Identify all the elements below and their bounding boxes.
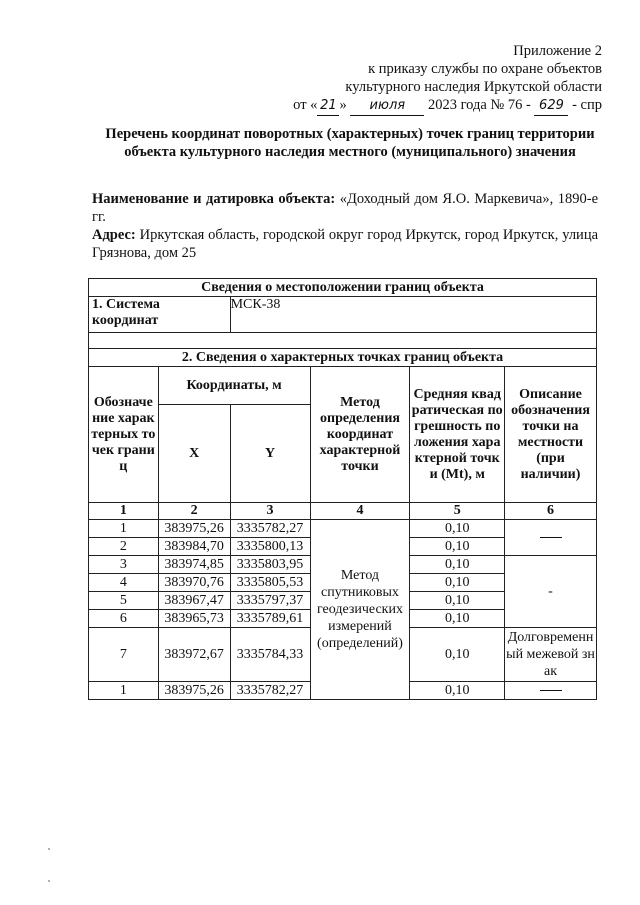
date-suffix: - спр: [572, 97, 602, 113]
header-point: Обозначение характерных точек границ: [89, 367, 159, 503]
handwritten-month: июля: [350, 97, 424, 116]
coord-x: 383974,85: [158, 556, 230, 574]
object-address-value: Иркутская область, городской округ город Иркутск, город Иркутск, улица Грязнова, дом 25: [92, 227, 599, 261]
error-value: 0,10: [410, 556, 505, 574]
date-mid: »: [339, 97, 347, 113]
header-error: Средняя квадратическая погрешность положения характерной точки (Mt), м: [410, 367, 505, 503]
section2-title: 2. Сведения о характерных точках границ объекта: [89, 349, 597, 367]
coord-y: 3335789,61: [230, 610, 310, 628]
header-x: X: [158, 405, 230, 503]
appendix-line1: Приложение 2: [513, 43, 602, 59]
object-address: [92, 226, 598, 262]
point-id: 7: [89, 628, 159, 682]
document-title: Перечень координат поворотных (характерных) точек границ территории объекта культурного наследия местного (муниципального) значения: [105, 126, 595, 160]
desc-none-1: [505, 520, 597, 556]
desc-boundary-mark: Долговременный межевой знак: [505, 628, 597, 682]
appendix-line3: культурного наследия Иркутской области: [345, 79, 602, 95]
scan-speck: [48, 880, 50, 882]
header-coords: Координаты, м: [158, 367, 310, 405]
coord-x: 383970,76: [158, 574, 230, 592]
col-num-6: 6: [505, 503, 597, 520]
coord-y: 3335800,13: [230, 538, 310, 556]
point-id: 5: [89, 592, 159, 610]
point-id: 1: [89, 682, 159, 700]
header-y: Y: [230, 405, 310, 503]
object-name-label: Наименование и датировка объекта:: [92, 191, 336, 207]
point-id: 1: [89, 520, 159, 538]
header-description: Описание обозначения точки на местности (при наличии): [505, 367, 597, 503]
object-address-label: Адрес:: [92, 227, 136, 243]
year-text: 2023 года № 76 -: [427, 97, 531, 113]
object-name: [92, 190, 598, 226]
col-num-4: 4: [310, 503, 410, 520]
scan-speck: [48, 848, 50, 850]
coord-x: 383965,73: [158, 610, 230, 628]
col-num-3: 3: [230, 503, 310, 520]
coord-x: 383967,47: [158, 592, 230, 610]
error-value: 0,10: [410, 520, 505, 538]
section1-title: Сведения о местоположении границ объекта: [89, 279, 597, 297]
coord-system-value: МСК-38: [230, 297, 596, 333]
coord-system-label: 1. Система координат: [89, 297, 231, 333]
coord-x: 383984,70: [158, 538, 230, 556]
object-name-value: «Доходный дом Я.О. Маркевича», 1890-е гг.: [92, 191, 599, 225]
col-num-5: 5: [410, 503, 505, 520]
coord-y: 3335784,33: [230, 628, 310, 682]
point-id: 3: [89, 556, 159, 574]
header-method: Метод определения координат характерной точки: [310, 367, 410, 503]
point-id: 2: [89, 538, 159, 556]
coord-x: 383975,26: [158, 682, 230, 700]
coord-y: 3335797,37: [230, 592, 310, 610]
appendix-header: [293, 42, 602, 116]
handwritten-number: 629: [534, 97, 568, 116]
coord-y: 3335782,27: [230, 682, 310, 700]
coord-y: 3335805,53: [230, 574, 310, 592]
col-num-1: 1: [89, 503, 159, 520]
error-value: 0,10: [410, 538, 505, 556]
desc-none-3: [505, 682, 597, 700]
method-cell: Метод спутниковых геодезических измерений (определений): [310, 520, 410, 700]
error-value: 0,10: [410, 574, 505, 592]
error-value: 0,10: [410, 610, 505, 628]
spacer-row: [89, 333, 597, 349]
error-value: 0,10: [410, 592, 505, 610]
handwritten-day: 21: [317, 97, 339, 116]
coordinates-table: [88, 278, 597, 700]
appendix-date-line: [293, 96, 602, 116]
coord-x: 383972,67: [158, 628, 230, 682]
error-value: 0,10: [410, 628, 505, 682]
col-num-2: 2: [158, 503, 230, 520]
point-id: 6: [89, 610, 159, 628]
coord-y: 3335803,95: [230, 556, 310, 574]
coord-y: 3335782,27: [230, 520, 310, 538]
table-row: [89, 520, 597, 538]
date-prefix: от «: [293, 97, 318, 113]
point-id: 4: [89, 574, 159, 592]
desc-none-2: -: [505, 556, 597, 628]
error-value: 0,10: [410, 682, 505, 700]
coord-x: 383975,26: [158, 520, 230, 538]
appendix-line2: к приказу службы по охране объектов: [368, 61, 602, 77]
